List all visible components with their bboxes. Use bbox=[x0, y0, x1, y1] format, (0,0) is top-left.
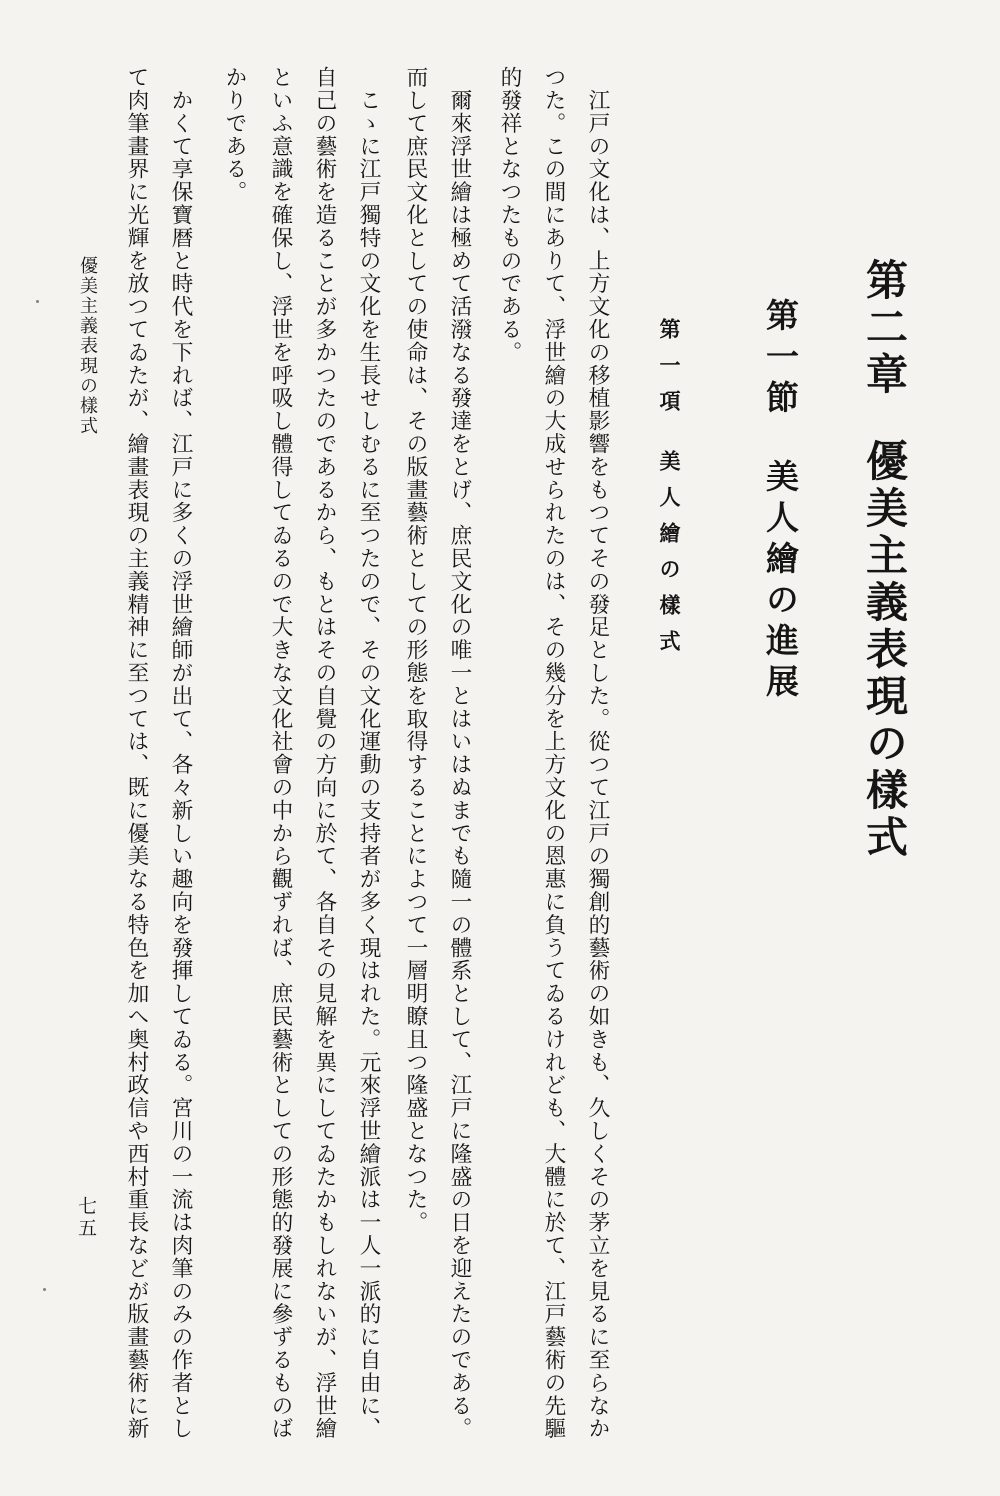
paper-speck bbox=[36, 300, 39, 303]
paper-speck bbox=[43, 1288, 46, 1291]
section-number: 第一節 bbox=[761, 298, 800, 421]
body-line: こゝに江戸獨特の文化を生長せしむるに至つたので、その文化運動の支持者が多く現はれた。元來浮世繪派は一人一派的に自由に、 bbox=[356, 66, 381, 1440]
page-number: 七五 bbox=[75, 1196, 97, 1240]
body-line: 爾來浮世繪は極めて活潑なる發達をとげ、庶民文化の唯一とはいはぬまでも隨一の體系として、江戸に隆盛の日を迎えたのである。 bbox=[447, 66, 472, 1440]
body-line: 而して庶民文化としての使命は、その版畫藝術としての形態を取得することによつて一層明瞭且つ隆盛となつた。 bbox=[403, 66, 428, 1234]
chapter-number: 第二章 bbox=[860, 258, 909, 399]
section-title: 美人繪の進展 bbox=[761, 459, 800, 705]
chapter-title: 優美主義表現の樣式 bbox=[860, 439, 909, 862]
running-head: 優美主義表現の樣式 bbox=[77, 256, 98, 436]
body-line: 自己の藝術を造ることが多かつたのであるから、もとはその自覺の方向に於て、各自その見解を異にしてゐたかもしれないが、浮世繪 bbox=[312, 66, 337, 1440]
item-heading bbox=[648, 318, 684, 666]
chapter-heading bbox=[862, 258, 914, 862]
body-line: つた。この間にありて、浮世繪の大成せられたのは、その幾分を上方文化の恩惠に負うてゐるけれども、大體に於て、江戸藝術の先驅 bbox=[541, 66, 566, 1440]
body-line: て肉筆畫界に光輝を放つてゐたが、繪畫表現の主義精神に至つては、既に優美なる特色を加へ奥村政信や西村重長などが版畫藝術に新 bbox=[124, 66, 149, 1440]
item-number: 第一項 bbox=[657, 318, 682, 426]
body-line: 的發祥となつたものである。 bbox=[497, 66, 522, 364]
body-line: といふ意識を確保し、浮世を呼吸し體得してゐるので大きな文化社會の中から觀ずれば、庶民藝術としての形態的發展に參ずるものば bbox=[268, 66, 293, 1440]
body-line: かくて享保寶暦と時代を下れば、江戸に多くの浮世繪師が出て、各々新しい趣向を發揮してゐる。宮川の一流は肉筆のみの作者とし bbox=[168, 66, 193, 1440]
body-line: 江戸の文化は、上方文化の移植影響をもつてその發足とした。從つて江戸の獨創的藝術の如きも、久しくその茅立を見るに至らなか bbox=[585, 66, 610, 1440]
body-line: かりである。 bbox=[222, 66, 247, 204]
item-title: 美人繪の樣式 bbox=[657, 450, 682, 666]
section-heading bbox=[760, 298, 804, 705]
